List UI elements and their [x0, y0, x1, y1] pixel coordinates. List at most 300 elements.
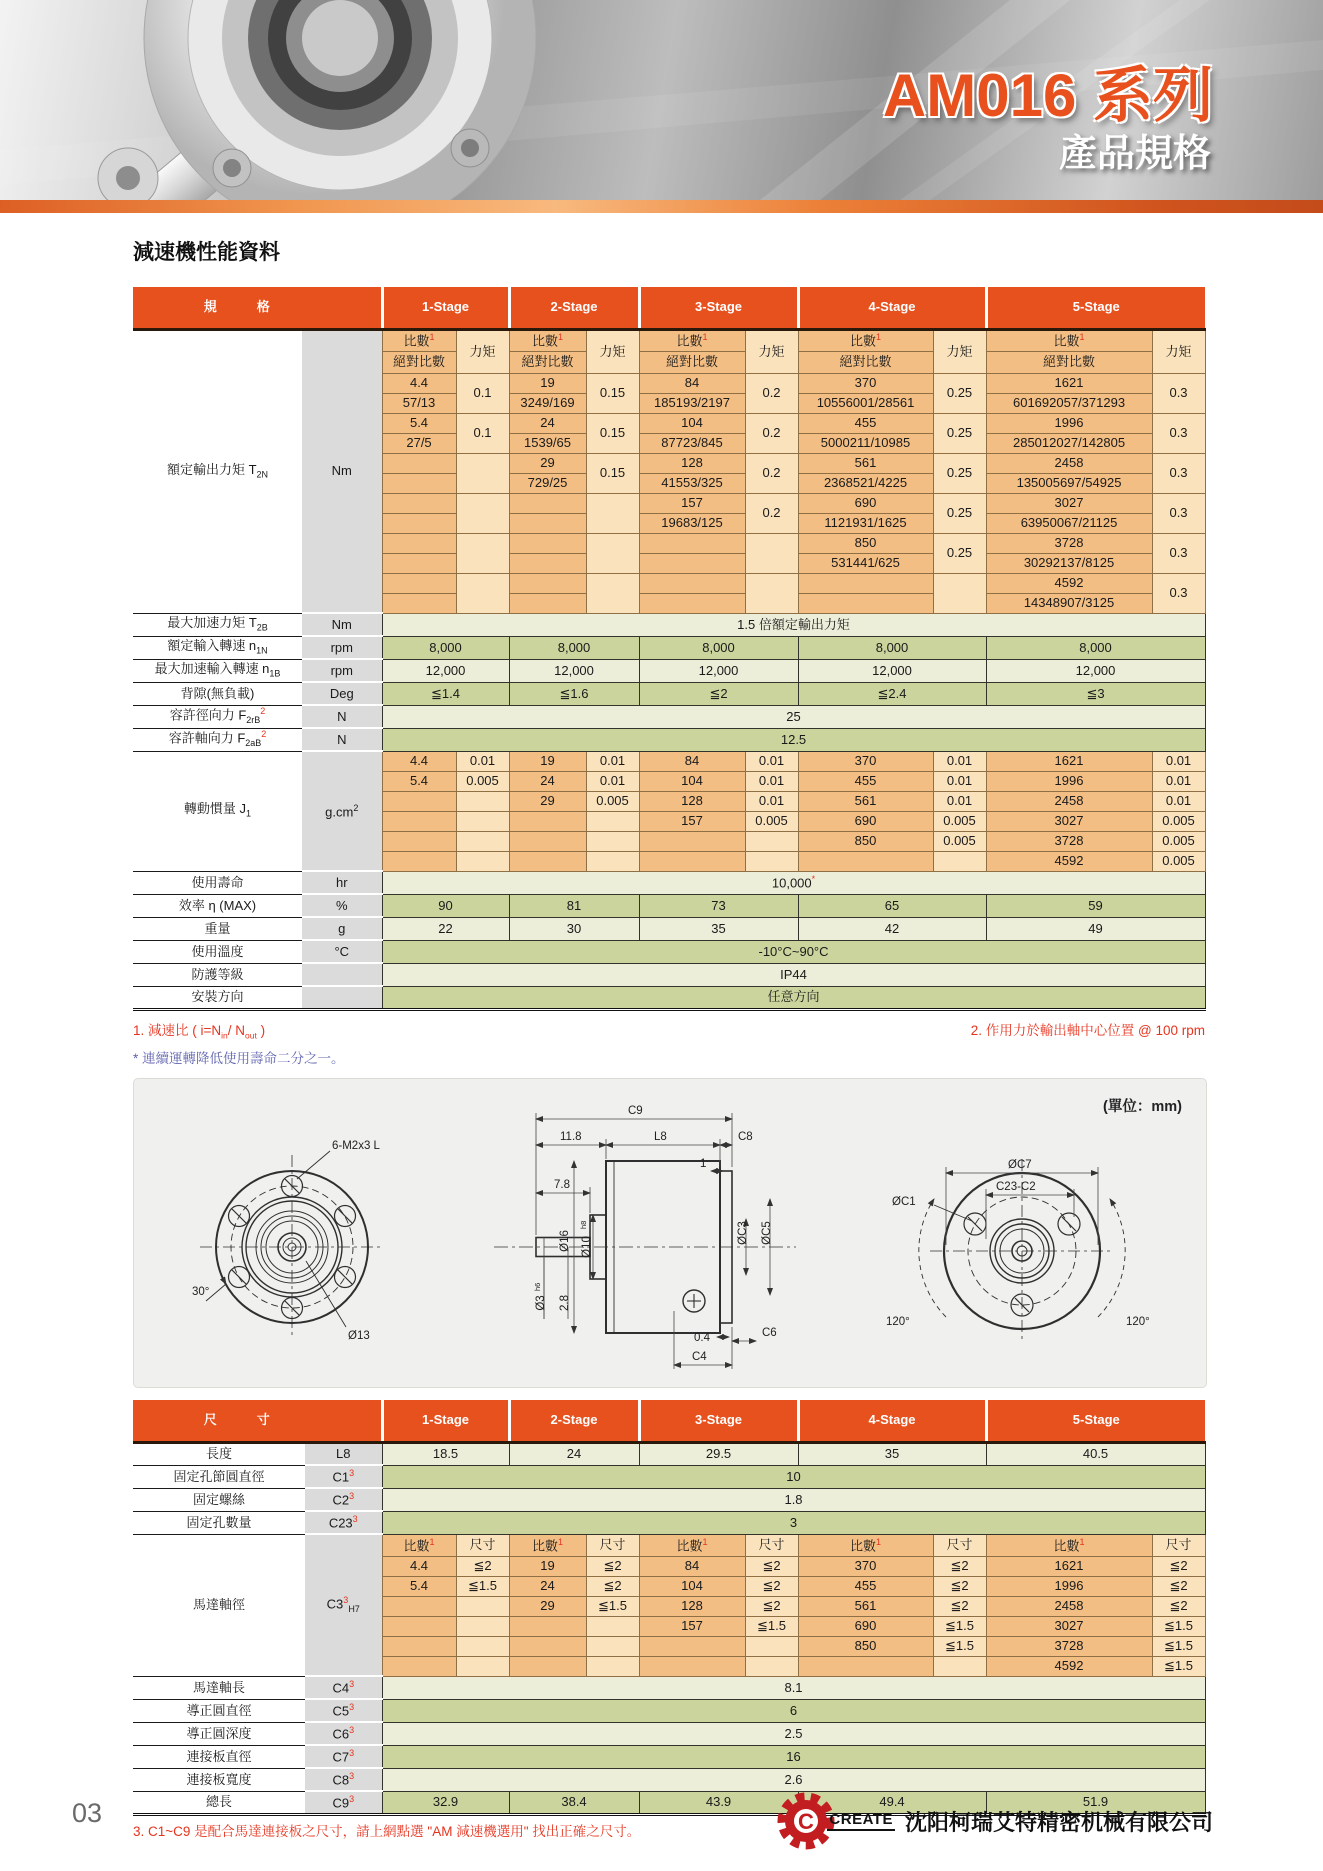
table-cell: 0.15 [586, 413, 639, 453]
table-cell: 19 [509, 373, 586, 393]
table-cell: 0.005 [586, 791, 639, 811]
table-cell: 0.005 [933, 831, 986, 851]
stage-header-5: 5-Stage [986, 1400, 1205, 1442]
table-cell: 絕對比數 [986, 351, 1152, 373]
dimension-table [133, 1400, 1206, 1816]
table-cell: 1.5 倍額定輸出力矩 [382, 613, 1205, 636]
table-cell: 絕對比數 [798, 351, 933, 373]
table-cell: 3027 [986, 493, 1152, 513]
row-label-operating-temp: 使用溫度 [133, 940, 302, 963]
table-cell: 8,000 [509, 636, 639, 659]
table-cell: 0.2 [745, 413, 798, 453]
table-cell: ≦1.5 [933, 1616, 986, 1636]
table-cell [382, 831, 456, 851]
series-title: AM016 系列 [882, 62, 1213, 129]
table-cell: 比數$^1$ [639, 329, 745, 351]
logo-wordmark: CREATE [827, 1811, 895, 1831]
table-cell [745, 1656, 798, 1676]
table-cell: 81 [509, 894, 639, 917]
table-cell [382, 811, 456, 831]
footnote-star: * 連續運轉降低使用壽命二分之一。 [133, 1051, 345, 1066]
table-cell: 22 [382, 917, 509, 940]
table-cell: 49 [986, 917, 1205, 940]
table-cell: ≦1.5 [933, 1636, 986, 1656]
table-cell [456, 811, 509, 831]
table-cell [586, 851, 639, 871]
table-cell: 0.3 [1152, 373, 1205, 413]
table-cell: 0.1 [456, 373, 509, 413]
row-label-weight: 重量 [133, 917, 302, 940]
table-cell: 1996 [986, 1576, 1152, 1596]
table-cell [586, 1656, 639, 1676]
table-cell [933, 573, 986, 613]
table-cell: -10°C~90°C [382, 940, 1205, 963]
table-cell: 43.9 [639, 1791, 798, 1814]
table-cell [639, 1636, 745, 1656]
table-cell: ≦1.4 [382, 682, 509, 705]
table-cell: 0.005 [1152, 811, 1205, 831]
table-cell: 690 [798, 811, 933, 831]
table-cell: $C6^3$ [305, 1722, 382, 1745]
dim-o3-tol: h6 [533, 1282, 542, 1291]
front-view [200, 1151, 384, 1339]
table-cell: 0.01 [933, 751, 986, 771]
stage-header-2: 2-Stage [509, 287, 639, 329]
dim-c5: ØC5 [761, 1221, 773, 1245]
dim-header: 尺寸 [133, 1400, 382, 1442]
table-cell: 0.2 [745, 373, 798, 413]
banner-accent-bar [0, 200, 1323, 213]
table-cell: ≦1.5 [1152, 1656, 1205, 1676]
table-cell: 5.4 [382, 771, 456, 791]
table-cell: 絕對比數 [382, 351, 456, 373]
table-cell: 51.9 [986, 1791, 1205, 1814]
table-cell: 3728 [986, 1636, 1152, 1656]
table-cell: 104 [639, 771, 745, 791]
table-cell: 84 [639, 373, 745, 393]
table-cell [382, 473, 456, 493]
table-cell [509, 831, 586, 851]
table-cell: 531441/625 [798, 553, 933, 573]
row-label-motor-shaft-dia: 馬達軸徑 [133, 1534, 305, 1676]
row-label-protection-class: 防護等級 [133, 963, 302, 986]
table-cell: 1996 [986, 771, 1152, 791]
row-label-max-accel-input-speed: 最大加速輸入轉速 $n_{1B}$ [133, 659, 302, 682]
table-cell [382, 1656, 456, 1676]
table-cell: Deg [302, 682, 382, 705]
table-cell [456, 573, 509, 613]
table-cell: 370 [798, 1556, 933, 1576]
table-cell: 3249/169 [509, 393, 586, 413]
table-cell [639, 533, 745, 553]
table-cell: 8,000 [639, 636, 798, 659]
table-cell [586, 533, 639, 573]
front-dia-label: Ø13 [348, 1330, 370, 1342]
performance-section-title: 減速機性能資料 [133, 241, 280, 264]
table-cell: 850 [798, 1636, 933, 1656]
table-cell [509, 493, 586, 513]
table-cell [586, 1636, 639, 1656]
table-cell: 1621 [986, 373, 1152, 393]
series-subtitle: 產品規格 [1058, 133, 1211, 175]
dimension-drawing-panel [133, 1078, 1207, 1388]
table-cell: 850 [798, 831, 933, 851]
table-cell: 10,000* [382, 871, 1205, 894]
table-cell: ≦2 [745, 1596, 798, 1616]
table-cell: 比數$^1$ [382, 329, 456, 351]
table-cell: 0.3 [1152, 573, 1205, 613]
table-cell: 38.4 [509, 1791, 639, 1814]
table-cell: L8 [305, 1442, 382, 1465]
table-cell [798, 573, 933, 593]
table-cell: 19 [509, 1556, 586, 1576]
table-cell [456, 1636, 509, 1656]
dim-o3: Ø3 [535, 1295, 547, 1311]
footnote-3: 3. C1~C9 是配合馬達連接板之尺寸，請上網點選 "AM 減速機選用" 找出正確之尺寸。 [133, 1824, 641, 1839]
table-cell: 0.01 [1152, 771, 1205, 791]
table-cell: 285012027/142805 [986, 433, 1152, 453]
table-cell: 比數$^1$ [986, 329, 1152, 351]
table-cell [586, 493, 639, 533]
table-cell: 4.4 [382, 1556, 456, 1576]
table-cell: 0.01 [1152, 791, 1205, 811]
table-cell: 12.5 [382, 728, 1205, 751]
table-cell: 力矩 [745, 329, 798, 373]
stage-header-3: 3-Stage [639, 287, 798, 329]
table-cell [456, 533, 509, 573]
table-cell: 35 [798, 1442, 986, 1465]
table-cell: 0.3 [1152, 453, 1205, 493]
table-cell: 35 [639, 917, 798, 940]
table-cell [586, 831, 639, 851]
table-cell: 比數$^1$ [509, 1534, 586, 1556]
dim-o10-tol: h8 [579, 1220, 588, 1229]
table-cell [456, 1616, 509, 1636]
table-cell: 0.15 [586, 453, 639, 493]
table-cell [745, 533, 798, 573]
table-cell: 4592 [986, 851, 1152, 871]
stage-header-2: 2-Stage [509, 1400, 639, 1442]
table-cell: 29 [509, 791, 586, 811]
table-cell: 29 [509, 1596, 586, 1616]
dim-c23-c2: C23-C2 [996, 1181, 1036, 1193]
table-cell: hr [302, 871, 382, 894]
table-cell: 8,000 [798, 636, 986, 659]
table-cell: 0.2 [745, 453, 798, 493]
table-cell: 比數$^1$ [986, 1534, 1152, 1556]
table-cell [745, 1636, 798, 1656]
table-cell: % [302, 894, 382, 917]
table-cell: ≦2 [745, 1576, 798, 1596]
dim-c9: C9 [628, 1105, 643, 1117]
dim-o16: Ø16 [559, 1230, 571, 1252]
table-cell: 3027 [986, 1616, 1152, 1636]
table-cell [933, 851, 986, 871]
table-cell: ≦2 [586, 1556, 639, 1576]
table-cell: Nm [302, 613, 382, 636]
table-cell: ≦2 [933, 1596, 986, 1616]
table-cell [509, 593, 586, 613]
table-cell: 0.25 [933, 373, 986, 413]
table-cell: 157 [639, 493, 745, 513]
table-cell [586, 1616, 639, 1636]
table-cell: 3728 [986, 533, 1152, 553]
table-cell: 8,000 [382, 636, 509, 659]
table-cell: ≦1.5 [586, 1596, 639, 1616]
table-cell: 3 [382, 1511, 1205, 1534]
table-cell: $g.cm^2$ [302, 751, 382, 871]
table-cell [456, 453, 509, 493]
table-cell: N [302, 705, 382, 728]
table-cell: 尺寸 [745, 1534, 798, 1556]
table-cell: 0.2 [745, 493, 798, 533]
row-label-backlash: 背隙(無負載) [133, 682, 302, 705]
table-cell [509, 851, 586, 871]
table-cell: 0.005 [1152, 851, 1205, 871]
table-cell: 41553/325 [639, 473, 745, 493]
table-cell [745, 851, 798, 871]
table-cell: 455 [798, 413, 933, 433]
table-cell: 12,000 [509, 659, 639, 682]
front-angle-label: 30° [192, 1286, 210, 1298]
table-cell: 任意方向 [382, 986, 1205, 1009]
table-cell: 0.1 [456, 413, 509, 453]
row-label-rated-output-torque: 額定輸出力矩 $T_{2N}$ [133, 329, 302, 613]
table-cell: 84 [639, 1556, 745, 1576]
table-cell: 絕對比數 [509, 351, 586, 373]
table-cell: 4592 [986, 573, 1152, 593]
spec-header: 規格 [133, 287, 382, 329]
table-cell: 1996 [986, 413, 1152, 433]
table-cell: 370 [798, 751, 933, 771]
table-cell: 63950067/21125 [986, 513, 1152, 533]
row-label-max-accel-torque: 最大加速力矩 $T_{2B}$ [133, 613, 302, 636]
table-cell: 24 [509, 771, 586, 791]
table-cell: 3027 [986, 811, 1152, 831]
table-cell [302, 986, 382, 1009]
side-dimensions [536, 1113, 770, 1369]
stage-header-1: 1-Stage [382, 287, 509, 329]
table-cell: 87723/845 [639, 433, 745, 453]
table-cell: 2458 [986, 453, 1152, 473]
table-cell: 561 [798, 453, 933, 473]
table-cell: 185193/2197 [639, 393, 745, 413]
table-cell: 27/5 [382, 433, 456, 453]
table-cell: 19 [509, 751, 586, 771]
table-cell [509, 553, 586, 573]
unit-cell: Nm [302, 329, 382, 613]
table-cell: $C7^3$ [305, 1745, 382, 1768]
table-cell: 2368521/4225 [798, 473, 933, 493]
table-cell [639, 851, 745, 871]
table-cell: g [302, 917, 382, 940]
table-cell [586, 811, 639, 831]
table-cell [933, 1656, 986, 1676]
table-cell: $C5^3$ [305, 1699, 382, 1722]
dim-c7: ØC7 [1008, 1159, 1032, 1171]
table-cell: 0.01 [745, 771, 798, 791]
dim-c1: ØC1 [892, 1196, 916, 1208]
table-cell: 0.01 [933, 791, 986, 811]
table-cell: ≦1.6 [509, 682, 639, 705]
table-cell: 49.4 [798, 1791, 986, 1814]
table-cell: 10 [382, 1465, 1205, 1488]
table-cell [382, 453, 456, 473]
table-cell [456, 493, 509, 533]
table-cell [509, 1656, 586, 1676]
table-cell: 690 [798, 493, 933, 513]
table-cell: $C3^3_{H7}$ [305, 1534, 382, 1676]
table-cell [456, 831, 509, 851]
table-cell: 14348907/3125 [986, 593, 1152, 613]
footnote-2: 2. 作用力於輸出軸中心位置 @ 100 rpm [970, 1023, 1205, 1038]
table-cell [745, 831, 798, 851]
table-cell: 16 [382, 1745, 1205, 1768]
table-cell [639, 1656, 745, 1676]
table-cell: rpm [302, 636, 382, 659]
stage-header-4: 4-Stage [798, 1400, 986, 1442]
table-cell [798, 851, 933, 871]
table-cell: 0.01 [586, 771, 639, 791]
rear-angle-left: 120° [886, 1316, 910, 1328]
row-label-pilot-dia: 導正圓直徑 [133, 1699, 305, 1722]
table-cell: 0.3 [1152, 533, 1205, 573]
table-cell: 4.4 [382, 751, 456, 771]
table-cell [382, 1596, 456, 1616]
table-cell: ≦2 [639, 682, 798, 705]
dim-11-8: 11.8 [560, 1131, 582, 1143]
table-cell: $C2^3$ [305, 1488, 382, 1511]
row-label-length: 長度 [133, 1442, 305, 1465]
table-cell: 1621 [986, 1556, 1152, 1576]
table-cell [382, 493, 456, 513]
stage-header-3: 3-Stage [639, 1400, 798, 1442]
table-cell: 12,000 [639, 659, 798, 682]
table-cell: 84 [639, 751, 745, 771]
row-label-efficiency: 效率 η (MAX) [133, 894, 302, 917]
performance-footnotes [133, 1019, 1205, 1041]
table-cell: ≦1.5 [1152, 1616, 1205, 1636]
table-cell: 29.5 [639, 1442, 798, 1465]
table-cell [509, 1616, 586, 1636]
dim-l8: L8 [654, 1131, 667, 1143]
row-label-axial-force: 容許軸向力 $F_{2aB}^2$ [133, 728, 302, 751]
row-label-pilot-depth: 導正圓深度 [133, 1722, 305, 1745]
table-cell: 90 [382, 894, 509, 917]
table-cell: 57/13 [382, 393, 456, 413]
table-cell: 24 [509, 1576, 586, 1596]
table-cell: 0.25 [933, 493, 986, 533]
dim-c6: C6 [762, 1327, 777, 1339]
table-cell: 0.3 [1152, 493, 1205, 533]
table-cell: IP44 [382, 963, 1205, 986]
dim-c8: C8 [738, 1131, 753, 1143]
table-cell: 8,000 [986, 636, 1205, 659]
page-banner [0, 0, 1323, 200]
table-cell: 0.01 [1152, 751, 1205, 771]
table-cell: 0.005 [745, 811, 798, 831]
row-label-adapter-plate-dia: 連接板直徑 [133, 1745, 305, 1768]
table-cell: 尺寸 [586, 1534, 639, 1556]
table-cell [382, 593, 456, 613]
table-cell: 比數$^1$ [639, 1534, 745, 1556]
front-bolt-label: 6-M2x3 L [332, 1140, 380, 1152]
dim-o10: Ø10 [581, 1236, 593, 1258]
performance-table [133, 287, 1206, 1011]
table-cell: 59 [986, 894, 1205, 917]
technical-drawing [134, 1079, 1204, 1385]
table-cell: 157 [639, 811, 745, 831]
table-cell: N [302, 728, 382, 751]
row-label-bolt-circle-dia: 固定孔節圓直徑 [133, 1465, 305, 1488]
table-cell: ≦2 [933, 1576, 986, 1596]
table-cell: 5.4 [382, 1576, 456, 1596]
table-cell: 1.8 [382, 1488, 1205, 1511]
rear-angle-right: 120° [1126, 1316, 1150, 1328]
table-cell: 729/25 [509, 473, 586, 493]
row-label-total-length: 總長 [133, 1791, 305, 1814]
row-label-fixing-screw: 固定螺絲 [133, 1488, 305, 1511]
table-cell: 尺寸 [933, 1534, 986, 1556]
table-cell: 24 [509, 1442, 639, 1465]
unit-note: (單位：mm) [1103, 1099, 1182, 1115]
table-cell: 尺寸 [456, 1534, 509, 1556]
company-name: 沈阳柯瑞艾特精密机械有限公司 [904, 1809, 1213, 1835]
table-cell: 1121931/1625 [798, 513, 933, 533]
table-cell: 40.5 [986, 1442, 1205, 1465]
table-cell: 455 [798, 1576, 933, 1596]
table-cell: 128 [639, 1596, 745, 1616]
table-cell: 12,000 [382, 659, 509, 682]
table-cell: 4592 [986, 1656, 1152, 1676]
table-cell: 0.25 [933, 453, 986, 493]
table-cell: 0.005 [1152, 831, 1205, 851]
table-cell [798, 1656, 933, 1676]
table-cell: 0.15 [586, 373, 639, 413]
row-label-rated-input-speed: 額定輸入轉速 $n_{1N}$ [133, 636, 302, 659]
dim-7-8: 7.8 [554, 1179, 570, 1191]
table-cell: 力矩 [1152, 329, 1205, 373]
row-label-inertia: 轉動慣量 $J_1$ [133, 751, 302, 871]
table-cell: 30292137/8125 [986, 553, 1152, 573]
dim-c3: ØC3 [737, 1221, 749, 1245]
table-cell: 24 [509, 413, 586, 433]
table-cell: 3728 [986, 831, 1152, 851]
table-cell: 0.25 [933, 533, 986, 573]
table-cell: 135005697/54925 [986, 473, 1152, 493]
table-cell: 12,000 [798, 659, 986, 682]
table-cell: $C1^3$ [305, 1465, 382, 1488]
table-cell: 19683/125 [639, 513, 745, 533]
table-cell: 2458 [986, 1596, 1152, 1616]
company-footer [777, 1792, 1213, 1850]
table-cell [382, 533, 456, 553]
row-label-service-life: 使用壽命 [133, 871, 302, 894]
table-cell: ≦1.5 [456, 1576, 509, 1596]
table-cell: 2.5 [382, 1722, 1205, 1745]
table-cell: 561 [798, 1596, 933, 1616]
table-cell: 絕對比數 [639, 351, 745, 373]
table-cell: 690 [798, 1616, 933, 1636]
stage-header-1: 1-Stage [382, 1400, 509, 1442]
table-cell: 32.9 [382, 1791, 509, 1814]
stage-header-4: 4-Stage [798, 287, 986, 329]
table-cell [382, 1636, 456, 1656]
row-label-adapter-plate-width: 連接板寬度 [133, 1768, 305, 1791]
dim-0-4: 0.4 [694, 1332, 710, 1344]
table-cell: 12,000 [986, 659, 1205, 682]
table-cell: 128 [639, 791, 745, 811]
